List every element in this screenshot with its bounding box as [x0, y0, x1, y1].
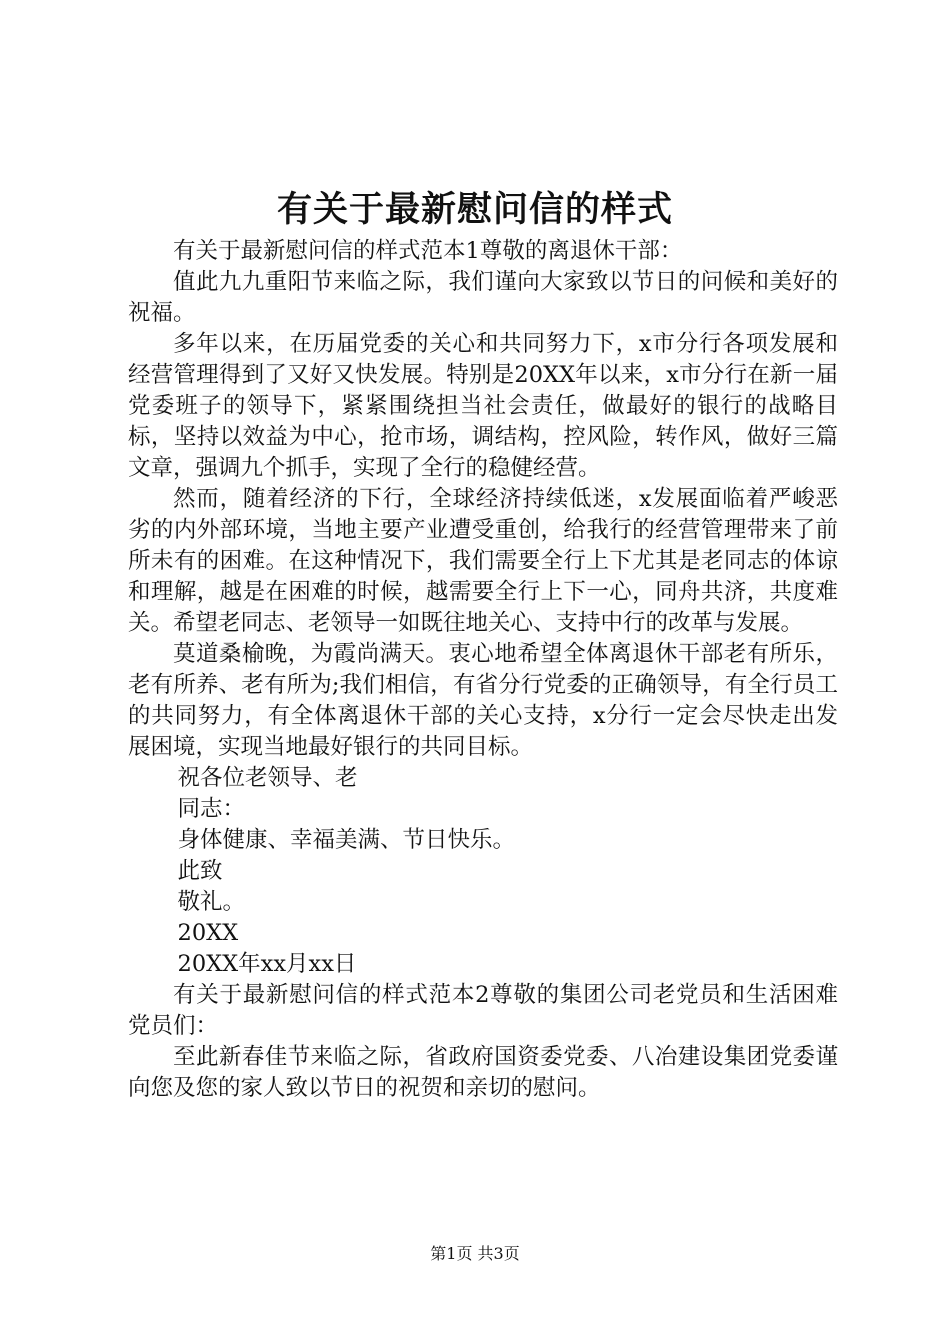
paragraph-greeting: 值此九九重阳节来临之际，我们谨向大家致以节日的问候和美好的祝福。: [128, 269, 838, 326]
signature-date: 20XX年xx月xx日: [177, 951, 357, 977]
paragraph-salutation-1: 有关于最新慰问信的样式范本1尊敬的离退休干部：: [173, 238, 683, 264]
closing-line: 同志：: [177, 796, 246, 822]
paragraph-achievements: 多年以来，在历届党委的关心和共同努力下，x市分行各项发展和经营管理得到了又好又快发展。特别是20XX年以来，x市分行在新一届党委班子的领导下，紧紧围绕担当社会责任，做最好的银行的战略目标，坚持以效益为中心，抢市场，调结构，控风险，转作风，做好三篇文章，强调九个抓手，实现了全行的稳健经营。: [128, 331, 838, 481]
closing-line: 此致: [177, 858, 223, 884]
closing-line: 身体健康、幸福美满、节日快乐。: [177, 827, 516, 853]
document-body: [128, 236, 838, 1104]
paragraph-difficulties: 然而，随着经济的下行，全球经济持续低迷，x发展面临着严峻恶劣的内外部环境，当地主要产业遭受重创，给我行的经营管理带来了前所未有的困难。在这种情况下，我们需要全行上下尤其是老同志的体谅和理解，越是在困难的时候，越需要全行上下一心，同舟共济，共度难关。希望老同志、老领导一如既往地关心、支持中行的改革与发展。: [128, 486, 838, 636]
paragraph-new-year-greeting: 至此新春佳节来临之际，省政府国资委党委、八冶建设集团党委谨向您及您的家人致以节日的祝贺和亲切的慰问。: [128, 1044, 838, 1101]
page-indicator: 第1页 共3页: [430, 1244, 520, 1263]
signature-year: 20XX: [177, 920, 239, 946]
paragraph-salutation-2: 有关于最新慰问信的样式范本2尊敬的集团公司老党员和生活困难党员们：: [128, 982, 838, 1039]
paragraph-wishes: 莫道桑榆晚，为霞尚满天。衷心地希望全体离退休干部老有所乐，老有所养、老有所为;我们相信，有省分行党委的正确领导，有全行员工的共同努力，有全体离退休干部的关心支持，x分行一定会尽快走出发展困境，实现当地最好银行的共同目标。: [128, 641, 838, 760]
document-title: 有关于最新慰问信的样式: [276, 189, 673, 230]
closing-line: 祝各位老领导、老: [177, 765, 358, 791]
closing-line: 敬礼。: [177, 889, 246, 915]
